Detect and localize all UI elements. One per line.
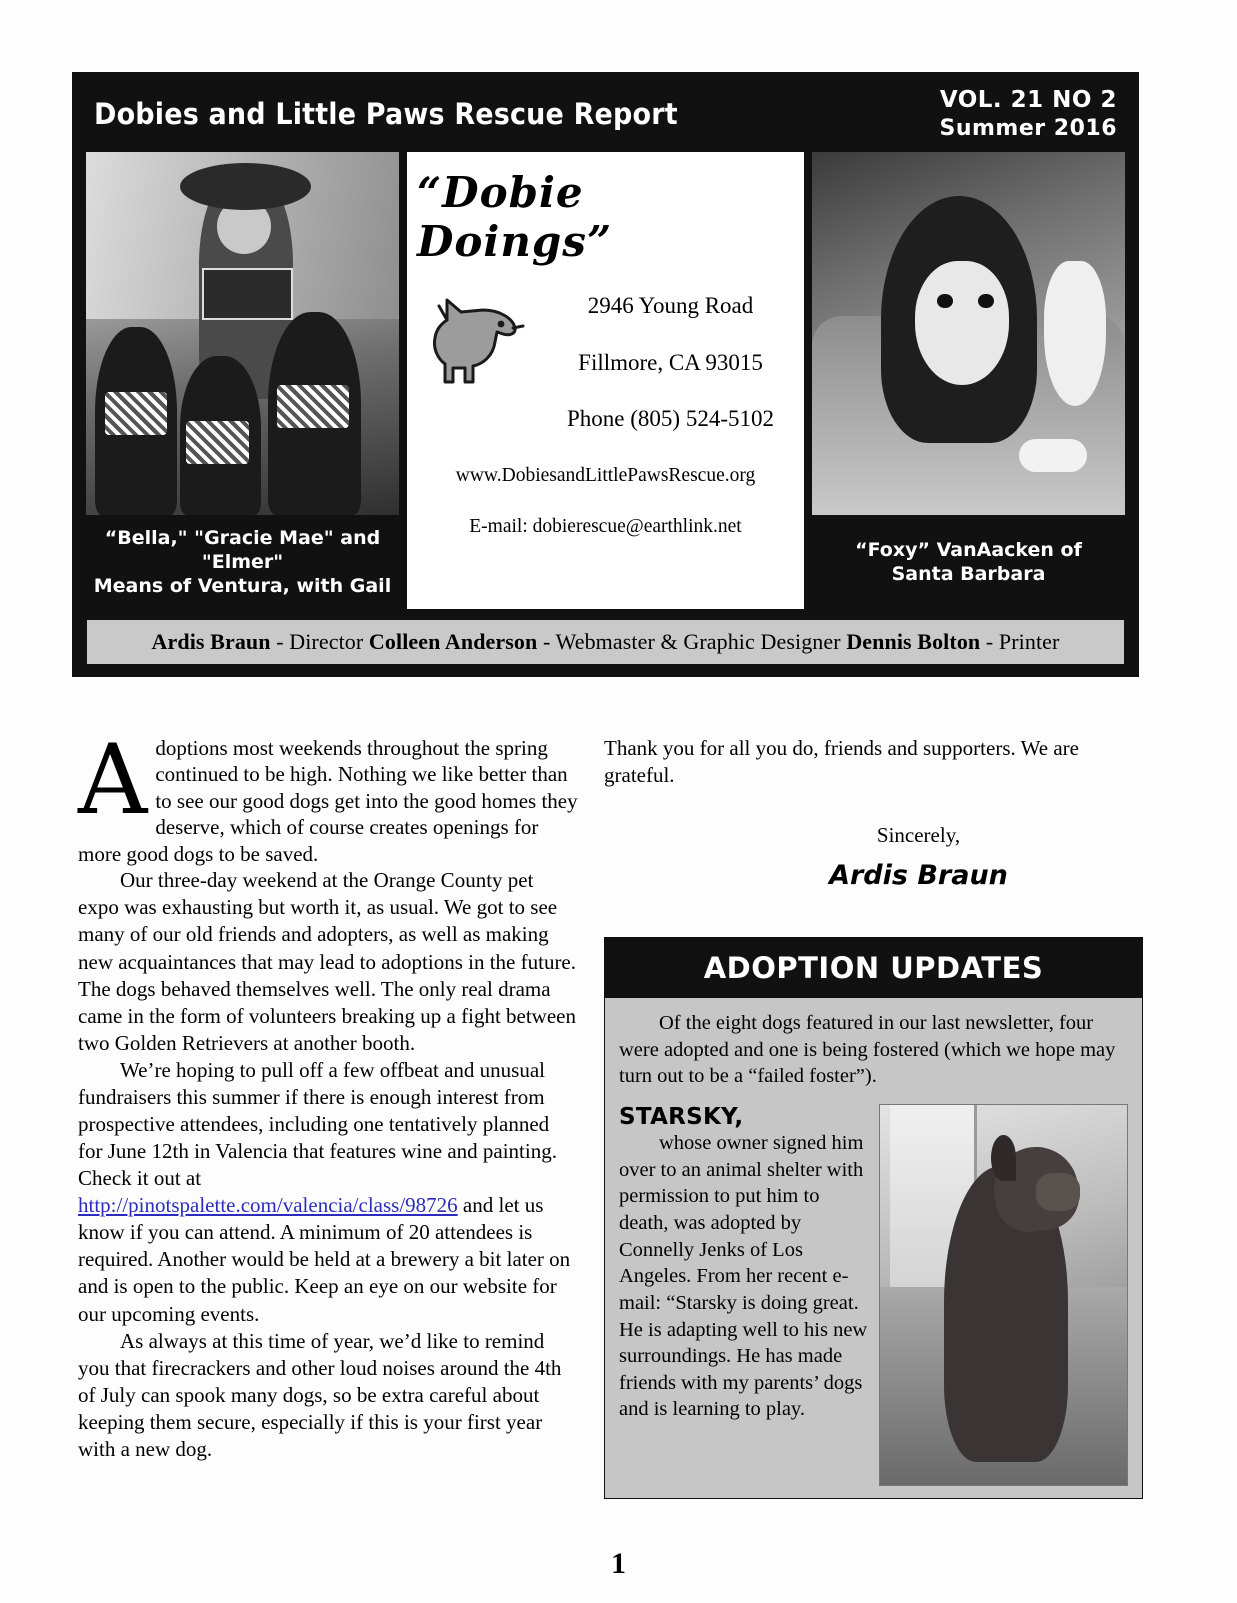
printer-role: - Printer	[980, 628, 1060, 654]
webmaster-name: Colleen Anderson	[368, 628, 538, 654]
city-state-zip: Fillmore, CA 93015	[578, 349, 763, 375]
staff-credits-bar	[86, 619, 1125, 665]
phone-number: Phone (805) 524-5102	[567, 405, 774, 431]
masthead-top-row	[72, 72, 1139, 152]
adoption-updates-heading: ADOPTION UPDATES	[605, 938, 1142, 998]
closing-line: Sincerely,	[876, 823, 961, 848]
starsky-text-block	[619, 1104, 869, 1486]
opening-paragraph-text: doptions most weekends throughout the spring continued to be high. Nothing we like better than to see our good dogs get into the good homes they deserve, which of course creates openings for more good dogs to be saved.	[78, 736, 578, 866]
adoption-updates-box	[604, 937, 1143, 1499]
signature: Ardis Braun	[829, 860, 1008, 892]
starsky-section	[619, 1104, 1128, 1486]
right-photo	[812, 152, 1125, 515]
masthead	[72, 72, 1139, 677]
website-url[interactable]: www.DobiesandLittlePawsRescue.org	[455, 465, 756, 487]
adoption-intro-text: Of the eight dogs featured in our last newsletter, four were adopted and one is being fostered (which we hope may turn out to be a “failed foster”).	[619, 1012, 1116, 1088]
bone-toy	[1019, 439, 1088, 472]
dog-face	[915, 261, 1009, 384]
right-caption-line-2: Santa Barbara	[891, 562, 1046, 585]
director-role: - Director	[270, 628, 369, 654]
dog-bandana	[186, 421, 249, 465]
issue-season: Summer 2016	[939, 115, 1117, 141]
dog-bandana	[277, 385, 349, 429]
page-number: 1	[611, 1547, 626, 1580]
email-address[interactable]: E-mail: dobierescue@earthlink.net	[469, 515, 742, 537]
center-info-panel	[407, 152, 804, 608]
adoption-updates-body	[605, 998, 1142, 1498]
dog-logo-icon	[417, 272, 547, 411]
thank-you-paragraph: Thank you for all you do, friends and supporters. We are grateful.	[604, 736, 1079, 788]
right-panel	[812, 152, 1125, 608]
dog-bandana	[105, 392, 168, 436]
opening-paragraph	[78, 724, 578, 867]
starsky-heading: STARSKY,	[619, 1104, 744, 1131]
fundraiser-text-part1: We’re hoping to pull off a few offbeat and unusual fundraisers this summer if there is enough interest from prospective attendees, including one tentatively planned for June 12th in Valencia that features wine and painting. Check it out at	[78, 1057, 557, 1191]
header-panels	[72, 152, 1139, 618]
issue-volume: VOL. 21 NO 2	[939, 87, 1117, 113]
newsletter-title: Dobies and Little Paws Rescue Report	[94, 97, 678, 132]
contact-links	[417, 451, 794, 552]
left-photo-caption	[86, 515, 399, 608]
paragraph-fireworks: As always at this time of year, we’d like to remind you that firecrackers and other loud noises around the 4th of July can spook many dogs, so be extra careful about keeping them secure, especially if this is your first year with a new dog.	[78, 1328, 562, 1461]
center-address-row	[417, 272, 794, 447]
left-column	[78, 724, 578, 1499]
dog-eye	[937, 294, 953, 309]
dog-snout	[1036, 1173, 1080, 1211]
right-column	[604, 735, 1143, 1499]
plush-toy	[1044, 261, 1107, 406]
dog-eye	[978, 294, 994, 309]
paragraph-expo: Our three-day weekend at the Orange County pet expo was exhausting but worth it, as usual. We got to see many of our old friends and adopters, as well as making new acquaintances that may lead to adoptions in the future. The dogs behaved themselves well. The only real drama came in the form of volunteers breaking up a fight between two Golden Retrievers at another booth.	[78, 868, 577, 1055]
address-block	[547, 272, 794, 447]
left-caption-line-2: Means of Ventura, with Gail	[93, 574, 392, 597]
masthead-issue-info	[939, 86, 1117, 142]
webmaster-role: - Webmaster & Graphic Designer	[537, 628, 847, 654]
director-name: Ardis Braun	[151, 628, 271, 654]
street-address: 2946 Young Road	[587, 293, 754, 319]
pinots-palette-link[interactable]: http://pinotspalette.com/valencia/class/98726	[78, 1193, 458, 1218]
right-photo-caption	[812, 515, 1125, 608]
right-caption-line-1: “Foxy” VanAacken of	[855, 539, 1082, 562]
drop-cap: A	[78, 724, 148, 836]
dog-ear	[991, 1135, 1016, 1181]
starsky-photo	[879, 1104, 1128, 1486]
held-sign	[202, 268, 294, 319]
left-photo	[86, 152, 399, 515]
left-caption-line-1: “Bella," "Gracie Mae" and "Elmer"	[104, 527, 381, 573]
left-panel	[86, 152, 399, 608]
dobie-doings-logotype: “Dobie Doings”	[417, 168, 613, 267]
paragraph-fundraisers	[78, 1057, 578, 1328]
printer-name: Dennis Bolton	[846, 628, 981, 654]
body-content	[78, 724, 1143, 1499]
fundraiser-text-part2: and let us know if you can attend. A minimum of 20 attendees is required. Another would be held at a brewery a bit later on and is open to the public. Keep an eye on our website for our upcoming events.	[78, 1193, 571, 1326]
starsky-story: whose owner signed him over to an animal shelter with permission to put him to death, was adopted by Connelly Jenks of Los Angeles. From her recent e-mail: “Starsky is doing great. He is adapting well to his new surroundings. He has made friends with my parents’ dogs and is learning to play.	[619, 1132, 868, 1421]
